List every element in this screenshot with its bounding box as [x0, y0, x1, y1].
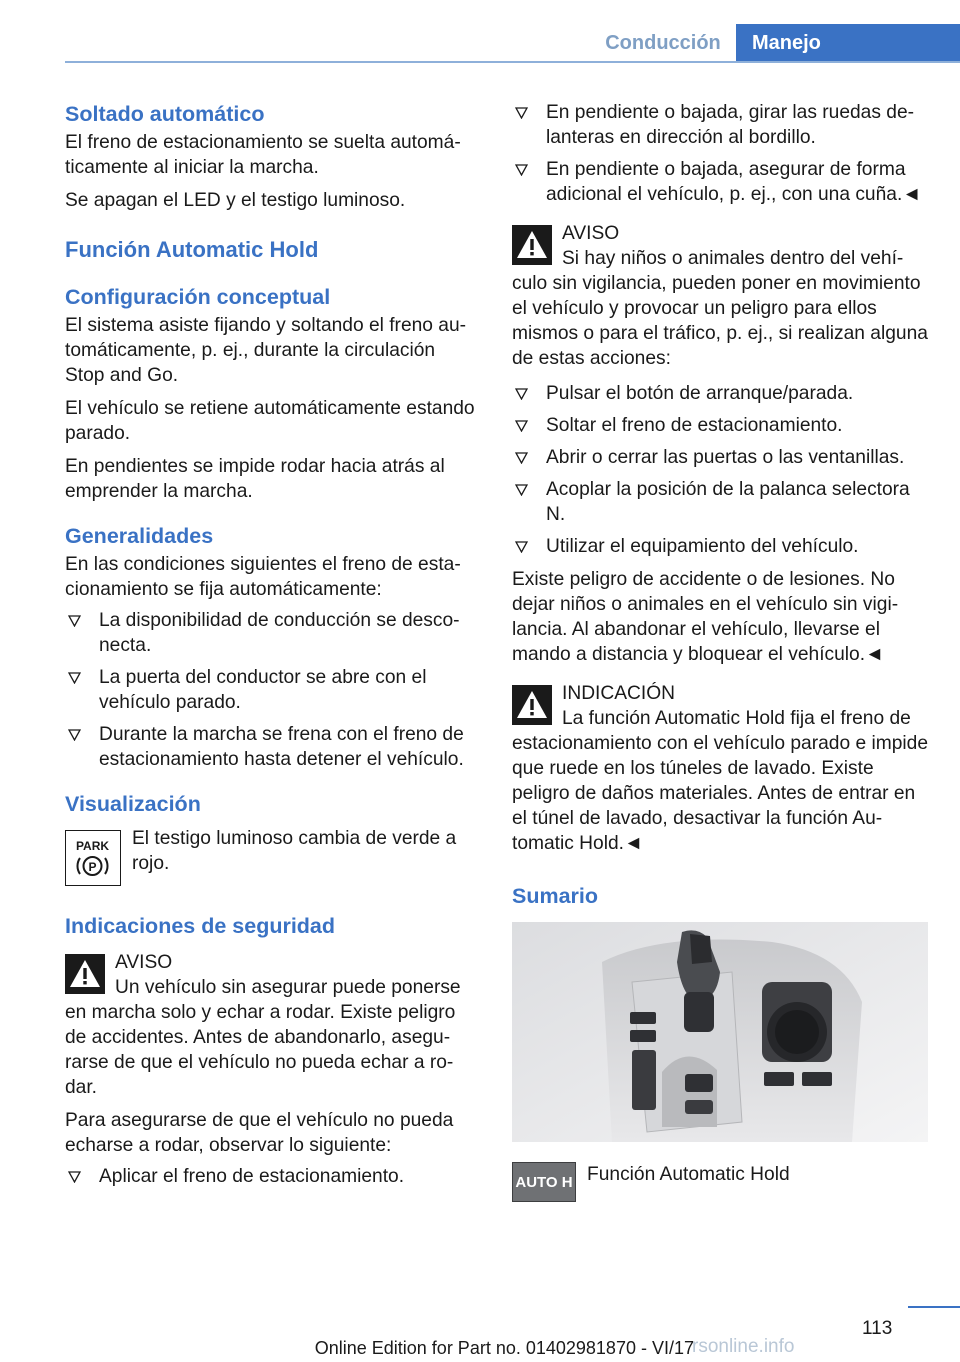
- svg-text:PARK: PARK: [75, 839, 110, 853]
- list-item: Abrir o cerrar las puertas o las ventanillas.: [512, 445, 930, 470]
- header-rule: [65, 61, 960, 63]
- list-item: En pendiente o bajada, asegurar de forma adicional el vehículo, p. ej., con una cuña.◄: [512, 157, 930, 207]
- list-item: Acoplar la posición de la palanca selectora N.: [512, 477, 930, 527]
- list-item: Durante la marcha se frena con el freno de estacionamiento hasta detener el vehículo.: [65, 722, 478, 772]
- bullet-list: [512, 100, 930, 207]
- warning-notice: [65, 950, 478, 1100]
- warning-triangle-icon: [65, 954, 105, 994]
- paragraph: El testigo luminoso cambia de verde a rojo.: [132, 828, 457, 874]
- auto-hold-row: [512, 1162, 930, 1204]
- bullet-triangle-icon: [512, 445, 530, 470]
- bullet-triangle-icon: [512, 381, 530, 406]
- list-item: En pendiente o bajada, girar las ruedas delanteras en dirección al bordillo.: [512, 100, 930, 150]
- auto-hold-caption: Función Automatic Hold: [587, 1164, 790, 1185]
- info-notice: [512, 681, 930, 856]
- svg-text:P: P: [88, 860, 97, 874]
- heading-generalidades: Generalidades: [65, 524, 214, 548]
- paragraph: En pendientes se impide rodar hacia atrás al emprender la marcha.: [65, 456, 445, 502]
- bullet-list: [512, 381, 930, 559]
- center-console-photo: [512, 922, 928, 1142]
- warning-triangle-icon: [512, 225, 552, 265]
- list-item: Pulsar el botón de arranque/parada.: [512, 381, 930, 406]
- warning-text: Un vehículo sin asegurar puede ponerse en marcha solo y echar a rodar. Existe peligro de accidentes. Antes de abandonarlo, asegurarse de que el vehículo no pueda echar a rodar.: [65, 977, 461, 1098]
- list-item: Soltar el freno de estacionamiento.: [512, 413, 930, 438]
- heading-automatic-hold: Función Automatic Hold: [65, 237, 319, 262]
- warning-text: Si hay niños o animales dentro del vehículo sin vigilancia, pueden poner en movimiento el vehículo y provocar un peligro para ellos mismos o para el tráfico, p. ej., si realizan alguna de estas acciones:: [512, 248, 928, 369]
- bullet-triangle-icon: [512, 534, 530, 559]
- heading-visualizacion: Visualización: [65, 792, 201, 816]
- bullet-triangle-icon: [65, 722, 83, 747]
- paragraph: Para asegurarse de que el vehículo no pueda echarse a rodar, observar lo siguiente:: [65, 1110, 454, 1156]
- section-tab-active[interactable]: Manejo: [736, 24, 960, 62]
- park-brake-icon: [65, 830, 121, 886]
- footer-rule: [908, 1306, 960, 1308]
- list-item: La disponibilidad de conducción se desconecta.: [65, 608, 478, 658]
- bullet-triangle-icon: [512, 157, 530, 182]
- heading-soltado: Soltado automático: [65, 102, 265, 126]
- notice-title: INDICACIÓN: [562, 683, 675, 704]
- bullet-triangle-icon: [512, 100, 530, 125]
- paragraph: El freno de estacionamiento se suelta automáticamente al iniciar la marcha.: [65, 132, 461, 178]
- bullet-list: [65, 1164, 478, 1189]
- right-column: [512, 100, 930, 1204]
- paragraph: En las condiciones siguientes el freno de estacionamiento se fija automáticamente:: [65, 554, 461, 600]
- heading-seguridad: Indicaciones de seguridad: [65, 914, 336, 938]
- paragraph: El sistema asiste fijando y soltando el freno automáticamente, p. ej., durante la circulación Stop and Go.: [65, 315, 467, 386]
- bullet-triangle-icon: [512, 477, 530, 502]
- chapter-tab[interactable]: Conducción: [605, 31, 721, 54]
- park-indicator-row: [65, 826, 478, 886]
- page-header: [0, 0, 960, 62]
- auto-hold-button-icon: AUTO H: [512, 1162, 576, 1202]
- paragraph: Existe peligro de accidente o de lesiones. No dejar niños o animales en el vehículo sin vigilancia. Al abandonar el vehículo, llevarse el mando a distancia y bloquear el vehículo.◄: [512, 569, 899, 665]
- warning-notice: [512, 221, 930, 371]
- paragraph: El vehículo se retiene automáticamente estando parado.: [65, 398, 475, 444]
- notice-text: La función Automatic Hold fija el freno de estacionamiento con el vehículo parado e impide que ruede en los túneles de lavado. Existe peligro de daños materiales. Antes de entrar en el túnel de lavado, desactivar la función Automatic Hold.◄: [512, 708, 928, 854]
- edition-footer: Online Edition for Part no. 01402981870 - VI/17: [314, 1338, 694, 1358]
- list-item: Utilizar el equipamiento del vehículo.: [512, 534, 930, 559]
- left-column: [65, 100, 478, 1189]
- watermark: rsonline.info: [692, 1336, 795, 1357]
- bullet-triangle-icon: [65, 1164, 83, 1189]
- list-item: La puerta del conductor se abre con el vehículo parado.: [65, 665, 478, 715]
- bullet-triangle-icon: [65, 665, 83, 690]
- paragraph: Se apagan el LED y el testigo luminoso.: [65, 190, 406, 211]
- bullet-triangle-icon: [65, 608, 83, 633]
- warning-triangle-icon: [512, 685, 552, 725]
- warning-title: AVISO: [115, 952, 173, 973]
- heading-sumario: Sumario: [512, 884, 599, 908]
- bullet-list: [65, 608, 478, 772]
- page-number: 113: [862, 1318, 893, 1339]
- warning-title: AVISO: [562, 223, 620, 244]
- heading-configuracion: Configuración conceptual: [65, 285, 331, 309]
- bullet-triangle-icon: [512, 413, 530, 438]
- list-item: Aplicar el freno de estacionamiento.: [65, 1164, 478, 1189]
